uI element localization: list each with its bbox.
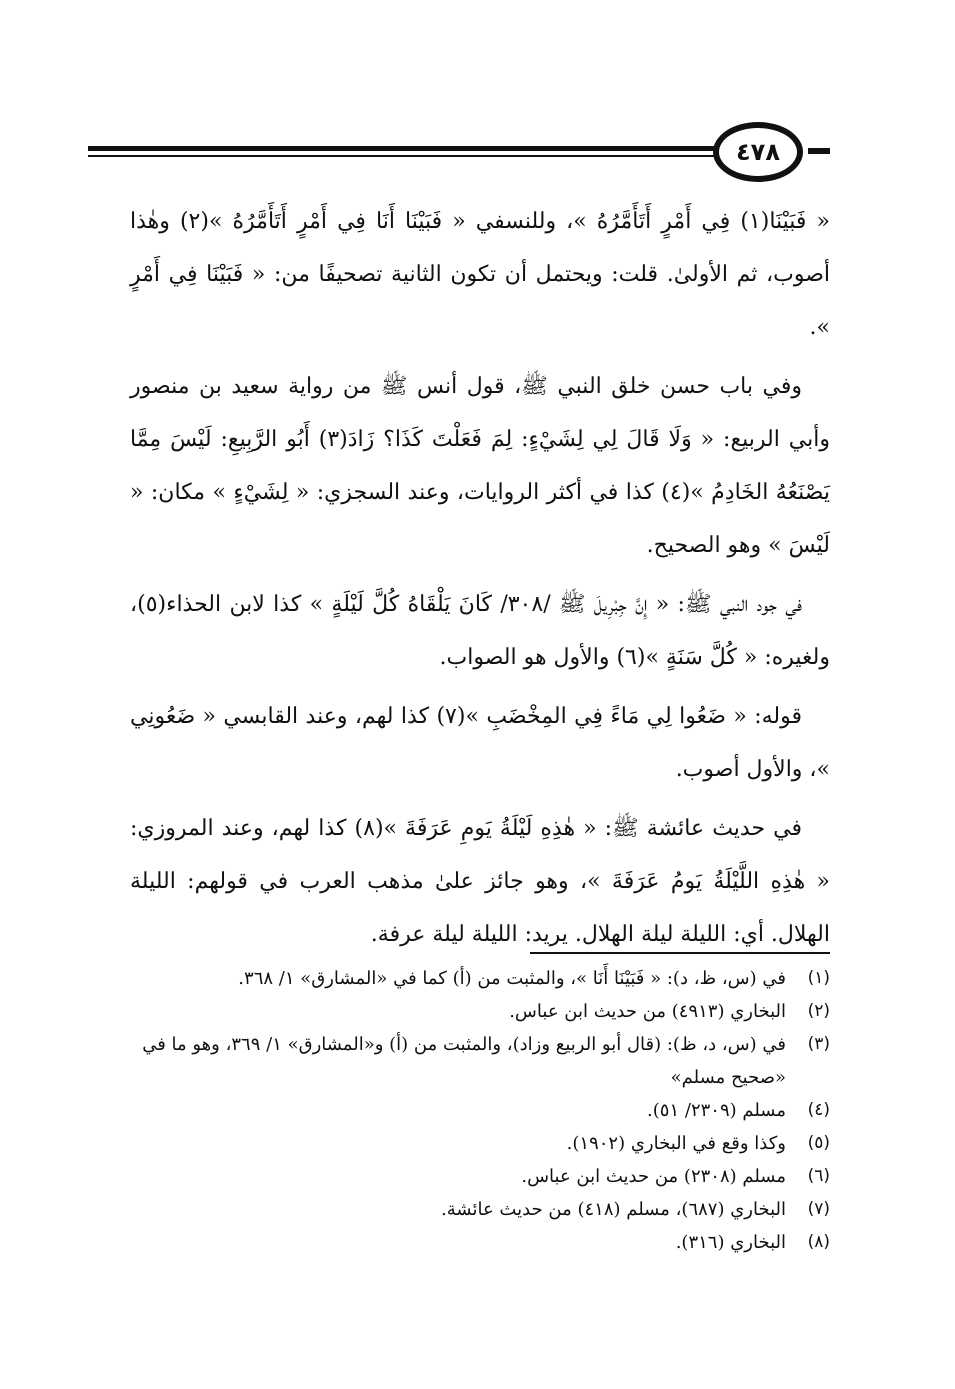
header-rule-end — [808, 148, 830, 154]
footnote-number: (٧) — [807, 1199, 830, 1219]
main-text — [130, 195, 830, 967]
footnote-text: مسلم (٢٣٠٩/ ٥١). — [647, 1100, 786, 1121]
paragraph: في حديث عائشة ﷺ: « هٰذِهِ لَيْلَةُ يَومِ عَرَفَةَ »(٨) كذا لهم، وعند المروزي: « هٰذِهِ اللَّيْلَةُ يَومُ عَرَفَةَ »، وهو جائز علىٰ مذهب العرب في قولهم: الليلة الهلال. أي: الليلة ليلة الهلال. يريد: الليلة ليلة عرفة. — [130, 816, 830, 947]
paragraph: وفي باب حسن خلق النبي ﷺ، قول أنس ﷺ من رواية سعيد بن منصور وأبي الربيع: « وَلَا قَالَ لِي لِشَيْءٍ: لِمَ فَعَلْتَ كَذَا؟ زَادَ(٣) أَبُو الرَّبِيعِ: لَيْسَ مِمَّا يَصْنَعُهُ الخَادِمُ »(٤) كذا في أكثر الروايات، وعند السجزي: « لِشَيْءٍ » مكان: « لَيْسَ » وهو الصحيح. — [130, 374, 830, 558]
footnote-number: (١) — [807, 968, 830, 988]
footnote-text: في (س، د، ظ): (قال أبو الربيع وزاد)، والمثبت من (أ) و«المشارق» ١/ ٣٦٩، وهو ما في «صحيح مسلم» — [142, 1034, 786, 1088]
paragraph: في جود النبي ﷺ: « إِنَّ جِبْرِيلَ ﷺ /٣٠٨/ كَانَ يَلْقَاهُ كُلَّ لَيْلَةٍ » كذا لابن الحذاء(٥)، ولغيره: « كُلَّ سَنَةٍ »(٦) والأول هو الصواب. — [130, 592, 830, 670]
footnote-text: البخاري (٤٩١٣) من حديث ابن عباس. — [509, 1001, 786, 1022]
footnote-number: (٢) — [807, 1001, 830, 1021]
footnote-number: (٥) — [807, 1133, 830, 1153]
footnote — [130, 1193, 830, 1226]
footnote-text: وكذا وقع في البخاري (١٩٠٢). — [566, 1133, 786, 1154]
footnotes — [130, 962, 830, 1259]
footnote-number: (٨) — [807, 1232, 830, 1252]
header-rule-thick — [88, 146, 738, 151]
footnote — [130, 1226, 830, 1259]
paragraph: قوله: « ضَعُوا لِي مَاءً فِي المِخْضَبِ »(٧) كذا لهم، وعند القابسي « ضَعُونِي »، والأول أصوب. — [130, 704, 830, 782]
footnote — [130, 1160, 830, 1193]
page-number-badge — [713, 122, 803, 182]
footnote-number: (٤) — [807, 1100, 830, 1120]
page-number: ٤٧٨ — [736, 138, 780, 166]
paragraph: « فَبَيْنَا(١) فِي أَمْرٍ أَتَأَمَّرُهُ »، وللنسفي « فَبَيْنَا أَنَا فِي أَمْرٍ أَتَأَمَّرُهُ »(٢) وهٰذا أصوب، ثم الأولىٰ. قلت: ويحتمل أن تكون الثانية تصحيفًا من: « فَبَيْنَا فِي أَمْرٍ ». — [130, 209, 830, 340]
footnote-number: (٣) — [807, 1034, 830, 1054]
footnote-number: (٦) — [807, 1166, 830, 1186]
footnote — [130, 1094, 830, 1127]
page-header — [88, 126, 830, 186]
footnote-text: البخاري (٦٨٧)، مسلم (٤١٨) من حديث عائشة. — [441, 1199, 786, 1220]
footnote-separator — [530, 952, 830, 954]
footnote — [130, 995, 830, 1028]
footnote-text: مسلم (٢٣٠٨) من حديث ابن عباس. — [521, 1166, 786, 1187]
footnote-text: البخاري (٣١٦). — [675, 1232, 786, 1253]
footnote — [130, 962, 830, 995]
footnote-text: في (س، ظ، د): « فَبَيْنَا أَنَا »، والمثبت من (أ) كما في «المشارق» ١/ ٣٦٨. — [238, 968, 786, 989]
footnote — [130, 1127, 830, 1160]
footnote — [130, 1028, 830, 1094]
header-rule-thin — [88, 155, 738, 157]
